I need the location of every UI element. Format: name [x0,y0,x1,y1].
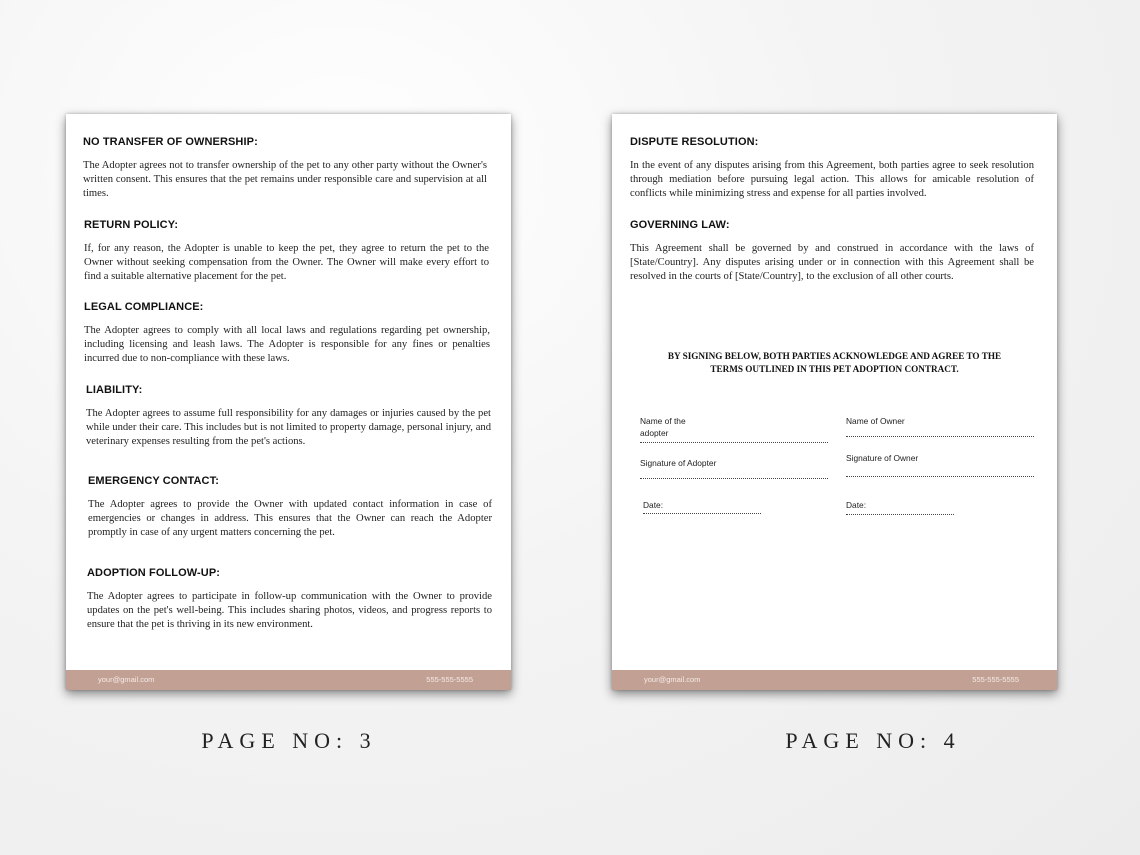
section-governing-law [630,219,1034,284]
section-heading: ADOPTION FOLLOW-UP: [87,567,221,579]
signature-line [640,442,828,443]
section-heading: DISPUTE RESOLUTION: [630,136,759,148]
section-emergency-contact [88,475,492,540]
document-page-4 [612,114,1057,690]
section-body: In the event of any disputes arising from this Agreement, both parties agree to seek resolution through mediation before pursuing legal action. This allows for amicable resolution of conflicts while minimizing stress and expense for all parties involved. [630,160,1034,200]
section-liability [86,384,491,449]
field-label: Name of the adopter [640,416,686,438]
field-label: Date: [846,500,867,510]
field-label: Name of Owner [846,416,905,426]
page-footer [66,670,511,690]
section-body: The Adopter agrees to participate in follow-up communication with the Owner to provide updates on the pet's well-being. This includes sharing photos, videos, and progress reports to ensure that the pet is thriving in its new environment. [87,591,492,631]
section-no-transfer [83,136,487,201]
section-body: The Adopter agrees to provide the Owner with updated contact information in case of emergencies or changes in address. This ensures that the Owner can reach the Adopter promptly in case of any urgent matters concerning the pet. [88,499,492,539]
signature-line [846,476,1034,477]
section-body: The Adopter agrees not to transfer ownership of the pet to any other party without the Owner's written consent. This ensures that the pet remains under responsible care and supervision at all times. [83,160,487,200]
section-legal-compliance [84,301,490,366]
date-line [643,513,761,514]
date-line [846,514,954,515]
section-return-policy [84,219,489,284]
acknowledgement-text: BY SIGNING BELOW, BOTH PARTIES ACKNOWLEDGE AND AGREE TO THE TERMS OUTLINED IN THIS PET ADOPTION CONTRACT. [667,351,1002,374]
section-heading: GOVERNING LAW: [630,219,730,231]
section-dispute-resolution [630,136,1034,201]
section-body: The Adopter agrees to comply with all local laws and regulations regarding pet ownership, including licensing and leash laws. The Adopter is responsible for any fines or penalties incurred due to non-compliance with these laws. [84,325,490,365]
owner-signature-field[interactable] [846,453,1034,477]
section-heading: NO TRANSFER OF OWNERSHIP: [83,136,258,148]
owner-name-field[interactable] [846,416,1034,437]
page-footer [612,670,1057,690]
adopter-date-field[interactable] [643,500,761,514]
field-label: Date: [643,500,664,510]
section-heading: RETURN POLICY: [84,219,179,231]
section-heading: EMERGENCY CONTACT: [88,475,219,487]
field-label: Signature of Adopter [640,458,717,468]
adopter-signature-field[interactable] [640,458,828,479]
section-body: If, for any reason, the Adopter is unable to keep the pet, they agree to return the pet to the Owner without seeking compensation from the Owner. The Owner will make every effort to find a suitable alternative placement for the pet. [84,243,489,283]
document-page-3 [66,114,511,690]
section-heading: LEGAL COMPLIANCE: [84,301,204,313]
owner-date-field[interactable] [846,500,954,515]
signature-line [846,436,1034,437]
section-adoption-follow-up [87,567,492,632]
footer-phone: 555-555-5555 [972,675,1019,684]
field-label: Signature of Owner [846,453,919,463]
section-heading: LIABILITY: [86,384,143,396]
signature-line [640,478,828,479]
page-label-3: PAGE NO: 3 [201,728,377,753]
page-label-4: PAGE NO: 4 [785,728,961,753]
footer-email: your@gmail.com [644,675,701,684]
section-body: The Adopter agrees to assume full responsibility for any damages or injuries caused by the pet while under their care. This includes but is not limited to property damage, personal injury, and veterinary expenses resulting from the pet's actions. [86,408,491,448]
adopter-name-field[interactable] [640,416,828,443]
footer-email: your@gmail.com [98,675,155,684]
section-body: This Agreement shall be governed by and construed in accordance with the laws of [State/Country]. Any disputes arising under or in connection with this Agreement shall be resolved in the courts of [State/Country], to the exclusion of all other courts. [630,243,1034,283]
footer-phone: 555-555-5555 [426,675,473,684]
